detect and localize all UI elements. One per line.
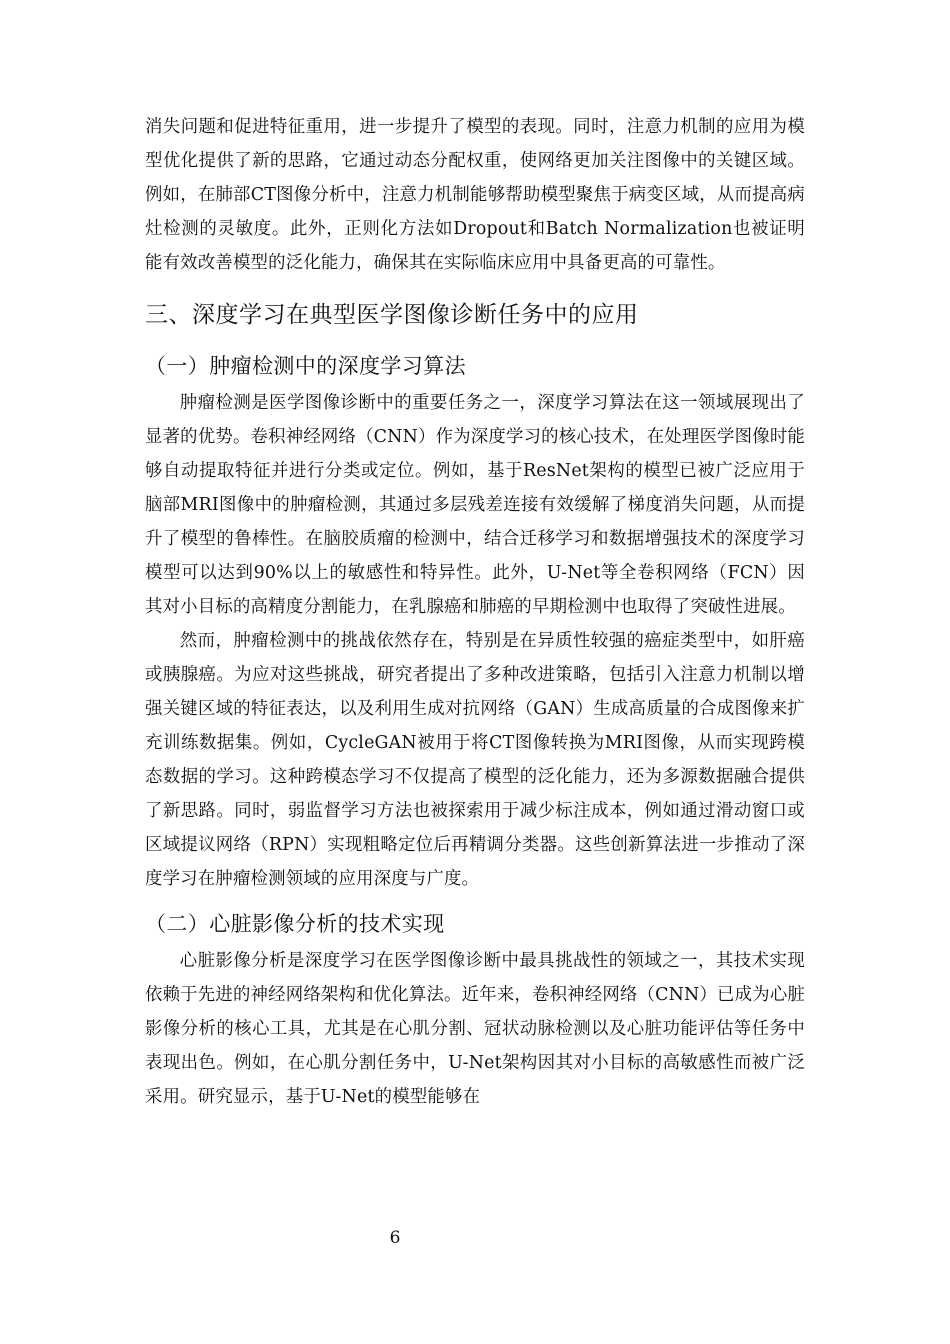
paragraph-tumor-2: 然而，肿瘤检测中的挑战依然存在，特别是在异质性较强的癌症类型中，如肝癌或胰腺癌。为应对这些挑战，研究者提出了多种改进策略，包括引入注意力机制以增强关键区域的特征表达，以及利用生成对抗网络（GAN）生成高质量的合成图像来扩充训练数据集。例如，CycleGAN被用于将CT图像转换为MRI图像，从而实现跨模态数据的学习。这种跨模态学习不仅提高了模型的泛化能力，还为多源数据融合提供了新思路。同时，弱监督学习方法也被探索用于减少标注成本，例如通过滑动窗口或区域提议网络（RPN）实现粗略定位后再精调分类器。这些创新算法进一步推动了深度学习在肿瘤检测领域的应用深度与广度。 — [145, 631, 805, 889]
subsection-title-tumor-detection: （一）肿瘤检测中的深度学习算法 — [145, 354, 466, 378]
page-content — [145, 110, 805, 1114]
paragraph-cardiac-1: 心脏影像分析是深度学习在医学图像诊断中最具挑战性的领域之一，其技术实现依赖于先进的神经网络架构和优化算法。近年来，卷积神经网络（CNN）已成为心脏影像分析的核心工具，尤其是在心肌分割、冠状动脉检测以及心脏功能评估等任务中表现出色。例如，在心肌分割任务中，U-Net架构因其对小目标的高敏感性而被广泛采用。研究显示，基于U-Net的模型能够在 — [145, 951, 806, 1107]
subsection-title-cardiac-imaging: （二）心脏影像分析的技术实现 — [145, 912, 445, 936]
paragraph-intro: 消失问题和促进特征重用，进一步提升了模型的表现。同时，注意力机制的应用为模型优化提供了新的思路，它通过动态分配权重，使网络更加关注图像中的关键区域。例如，在肺部CT图像分析中，注意力机制能够帮助模型聚焦于病变区域，从而提高病灶检测的灵敏度。此外，正则化方法如Dropout和Batch Normalization也被证明能有效改善模型的泛化能力，确保其在实际临床应用中具备更高的可靠性。 — [145, 117, 805, 273]
section-title: 三、深度学习在典型医学图像诊断任务中的应用 — [145, 302, 639, 328]
paragraph-tumor-1: 肿瘤检测是医学图像诊断中的重要任务之一，深度学习算法在这一领域展现出了显著的优势。卷积神经网络（CNN）作为深度学习的核心技术，在处理医学图像时能够自动提取特征并进行分类或定位。例如，基于ResNet架构的模型已被广泛应用于脑部MRI图像中的肿瘤检测，其通过多层残差连接有效缓解了梯度消失问题，从而提升了模型的鲁棒性。在脑胶质瘤的检测中，结合迁移学习和数据增强技术的深度学习模型可以达到90%以上的敏感性和特异性。此外，U-Net等全卷积网络（FCN）因其对小目标的高精度分割能力，在乳腺癌和肺癌的早期检测中也取得了突破性进展。 — [145, 393, 806, 617]
page-number: 6 — [389, 1228, 401, 1248]
